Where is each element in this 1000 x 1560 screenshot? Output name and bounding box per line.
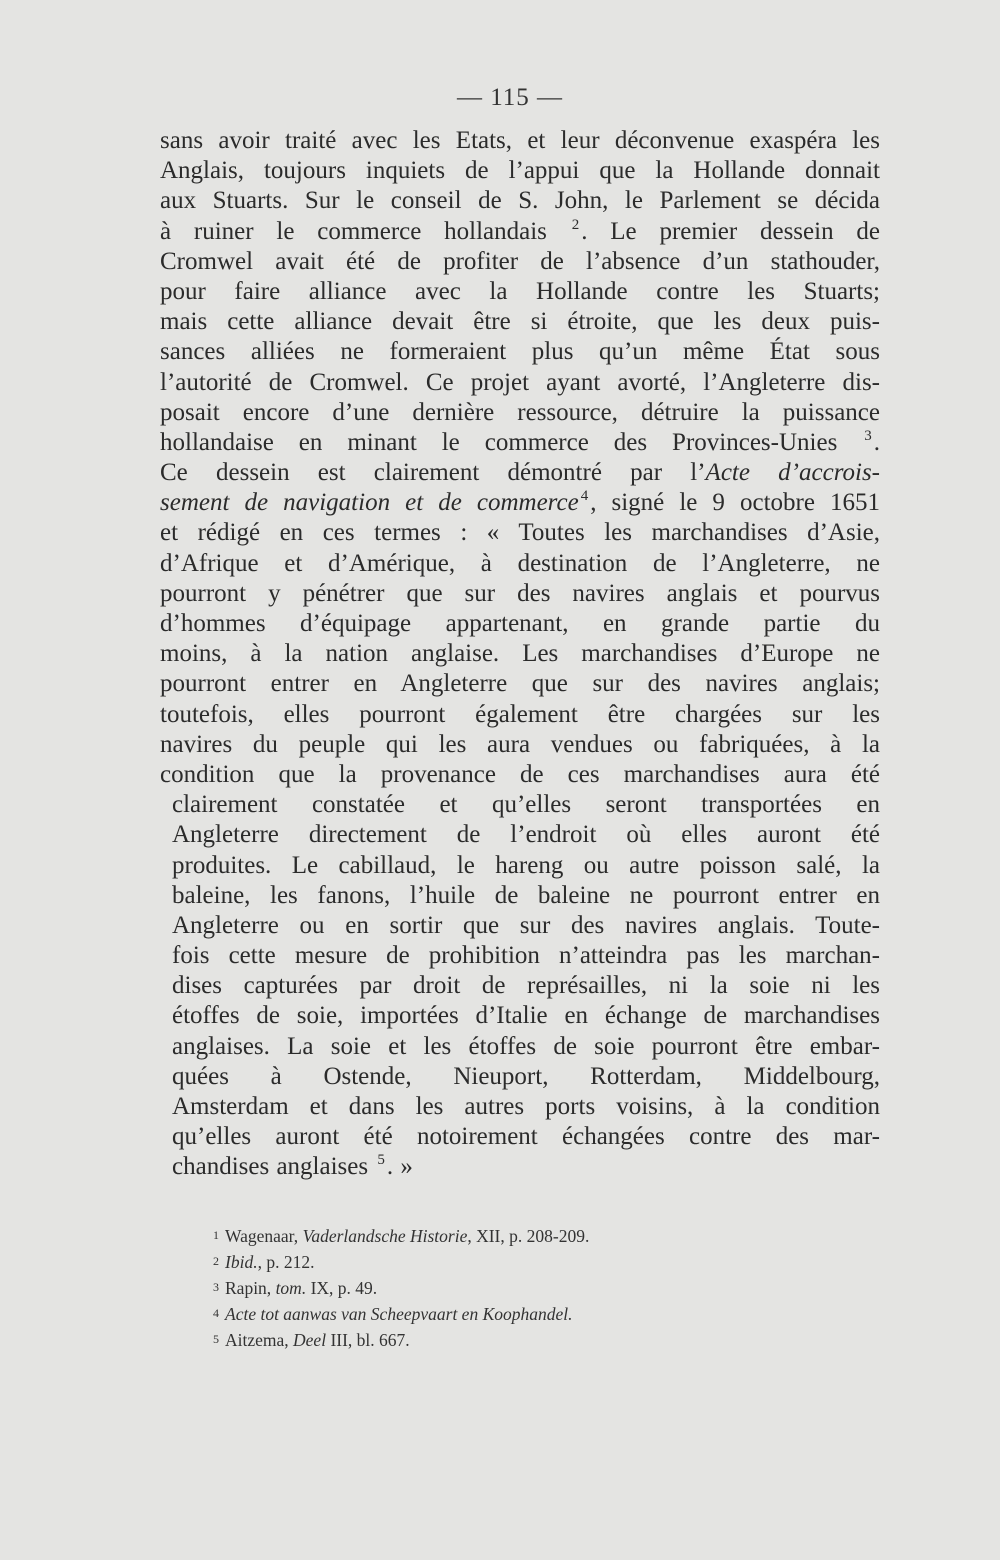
footnote-number: 1 [213,1228,219,1242]
text-line: l’autorité de Cromwel. Ce projet ayant avorté, l’Angleterre dis- [160,368,880,396]
footnote-number: 5 [213,1332,219,1346]
text-line: pourront entrer en Angleterre que sur des navires anglais; [160,670,880,698]
page-number: — 115 — [456,84,564,111]
text-line: aux Stuarts. Sur le conseil de S. John, le Parlement se décida [160,187,880,215]
text-line: pour faire alliance avec la Hollande contre les Stuarts; [160,277,880,305]
text-line: sement de navigation et de commerce $^4$, signé le 9 octobre 1651 [160,488,881,517]
text-line: Cromwel avait été de profiter de l’absence d’un stathouder, [160,247,880,275]
text-line: navires du peuple qui les aura vendues ou fabriquées, à la [160,730,880,758]
footnotes [213,1222,773,1352]
text-line: fois cette mesure de prohibition n’atteindra pas les marchan- [172,942,880,970]
text-line: étoffes de soie, importées d’Italie en échange de marchandises [172,1002,880,1030]
text-line: d’Afrique et d’Amérique, à destination de l’Angleterre, ne [160,549,880,577]
footnote: 4 Acte tot aanwas van Scheepvaart en Koophandel. [213,1304,573,1324]
footnote: 1 Wagenaar, Vaderlandsche Historie, XII, p. 208-209. [213,1226,590,1246]
text-line: toutefois, elles pourront également être chargées sur les [160,700,880,728]
text-line: mais cette alliance devait être si étroite, que les deux puis- [160,308,880,336]
footnote: 2 Ibid., p. 212. [213,1252,315,1272]
footnote-ref: 3 [864,427,872,444]
footnote: 5 Aitzema, Deel III, bl. 667. [213,1330,410,1350]
text-line: clairement constatée et qu’elles seront transportées en [172,791,880,819]
text-line: à ruiner le commerce hollandais $^2$. Le premier dessein de [160,216,880,245]
text-line: Anglais, toujours inquiets de l’appui que la Hollande donnait [160,157,880,185]
text-line: Ce dessein est clairement démontré par l’Acte d’accrois- [160,459,880,487]
footnote-number: 3 [213,1280,219,1294]
footnote-ref: 5 [377,1152,385,1169]
text-line: Angleterre directement de l’endroit où elles auront été [172,821,880,849]
text-line: chandises anglaises $^5$. » [172,1152,413,1181]
text-line: sances alliées ne formeraient plus qu’un même État sous [160,338,880,366]
text-line: pourront y pénétrer que sur des navires anglais et pourvus [160,579,880,607]
text-line: posait encore d’une dernière ressource, détruire la puissance [160,398,880,426]
text-line: d’hommes d’équipage appartenant, en grande partie du [160,610,880,637]
footnote: 3 Rapin, tom. IX, p. 49. [213,1278,378,1298]
body-text [160,126,880,1183]
text-line: produites. Le cabillaud, le hareng ou autre poisson salé, la [172,851,880,879]
text-line: qu’elles auront été notoirement échangées contre des mar- [172,1123,880,1151]
footnote-ref: 4 [580,488,589,505]
text-line: sans avoir traité avec les Etats, et leur déconvenue exaspéra les [160,127,880,154]
text-line: Angleterre ou en sortir que sur des navires anglais. Toute- [172,911,880,939]
text-line: moins, à la nation anglaise. Les marchandises d’Europe ne [160,640,880,668]
text-line: et rédigé en ces termes : « Toutes les marchandises d’Asie, [160,519,880,547]
text-line: anglaises. La soie et les étoffes de soie pourront être embar- [172,1032,880,1060]
text-line: quées à Ostende, Nieuport, Rotterdam, Middelbourg, [172,1062,880,1090]
text-line: dises capturées par droit de représailles, ni la soie ni les [172,972,880,1000]
text-line: Amsterdam et dans les autres ports voisins, à la condition [172,1093,880,1120]
footnote-ref: 2 [571,216,580,233]
text-line: baleine, les fanons, l’huile de baleine ne pourront entrer en [172,881,880,909]
footnote-number: 2 [213,1254,219,1268]
text-line: condition que la provenance de ces marchandises aura été [160,760,880,788]
text-line: hollandaise en minant le commerce des Provinces-Unies $^3$. [160,427,880,456]
footnote-number: 4 [213,1306,219,1320]
